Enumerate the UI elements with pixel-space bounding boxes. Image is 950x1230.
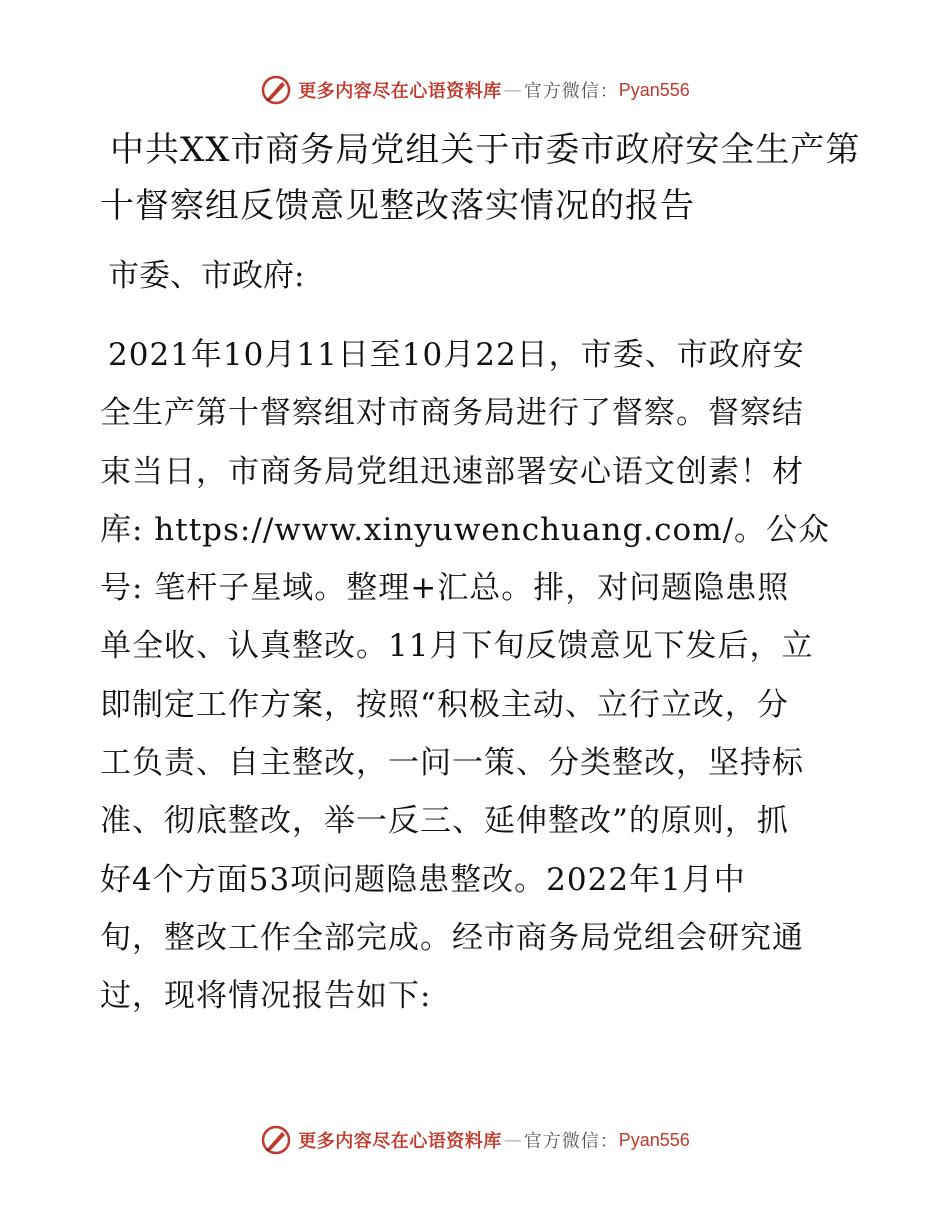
title-line: 十督察组反馈意见整改落实情况的报告 [100, 186, 695, 226]
banner-main-text: 更多内容尽在心语资料库 [298, 1131, 502, 1152]
body-line: 束当日，市商务局党组迅速部署安心语文创素！材 [100, 453, 804, 490]
body-line: 单全收、认真整改。11月下旬反馈意见下发后，立 [100, 628, 814, 665]
banner-dash: — [503, 79, 522, 101]
banner-wechat-id: Pyan556 [618, 1129, 690, 1150]
banner-wechat-label: 官方微信： [523, 81, 619, 102]
body-line: 号: 笔杆子星域。整理+汇总。排，对问题隐患照 [100, 570, 790, 607]
body-paragraph [100, 326, 860, 1026]
body-line: 准、彻底整改，举一反三、延伸整改”的原则，抓 [100, 803, 789, 840]
banner-dash: — [503, 1129, 522, 1151]
document-title [100, 122, 860, 234]
body-line: 工负责、自主整改，一问一策、分类整改，坚持标 [100, 745, 804, 782]
footer-watermark-banner [0, 1122, 950, 1158]
body-line: 旬，整改工作全部完成。经市商务局党组会研究通 [100, 919, 804, 956]
quill-seal-icon [260, 74, 292, 106]
banner-main-text: 更多内容尽在心语资料库 [298, 81, 502, 102]
salutation: 市委、市政府: [108, 258, 305, 294]
header-watermark-banner [0, 72, 950, 108]
body-line: 库: https://www.xinyuwenchuang.com/。公众 [100, 511, 831, 548]
banner-wechat-label: 官方微信： [523, 1131, 619, 1152]
body-line: 全生产第十督察组对市商务局进行了督察。督察结 [100, 395, 804, 432]
body-line: 过，现将情况报告如下: [100, 978, 432, 1015]
title-line: 中共XX市商务局党组关于市委市政府安全生产第 [110, 130, 861, 170]
body-line: 即制定工作方案，按照“积极主动、立行立改，分 [100, 686, 789, 723]
quill-seal-icon [260, 1124, 292, 1156]
banner-wechat-id: Pyan556 [618, 79, 690, 100]
body-line: 好4个方面53项问题隐患整改。2022年1月中 [100, 861, 746, 898]
body-line: 2021年10月11日至10月22日，市委、市政府安 [108, 337, 805, 373]
